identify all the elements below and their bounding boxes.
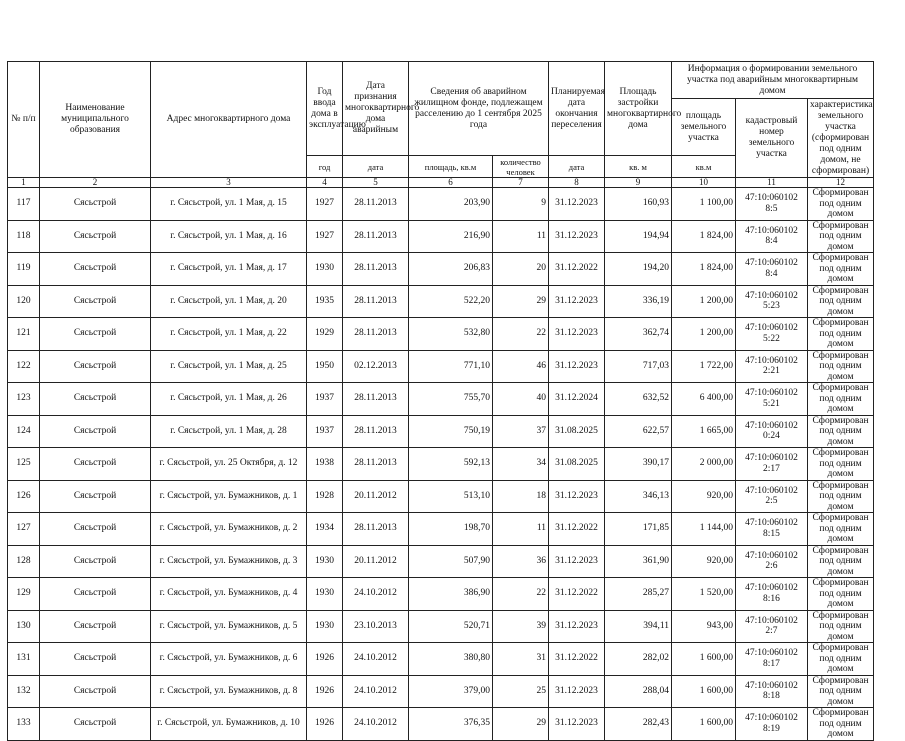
address-cell: г. Сясьстрой, ул. Бумажников, д. 1	[151, 480, 307, 513]
area-cell: 750,19	[409, 415, 493, 448]
col-number: 8	[549, 178, 605, 188]
header-year: Год ввода дома в эксплуатацию	[307, 62, 343, 156]
footprint-cell: 362,74	[605, 318, 672, 351]
planned-date-cell: 31.08.2025	[549, 415, 605, 448]
col-number: 9	[605, 178, 672, 188]
planned-date-cell: 31.12.2023	[549, 188, 605, 221]
table-row	[8, 513, 874, 546]
municipality-cell: Сясьстрой	[40, 188, 151, 221]
people-cell: 39	[493, 610, 549, 643]
table-row	[8, 545, 874, 578]
land-status-cell: Сформирован под одним домом	[808, 285, 874, 318]
table-row	[8, 643, 874, 676]
unit-plan-date: дата	[549, 156, 605, 178]
municipality-cell: Сясьстрой	[40, 610, 151, 643]
table-header	[8, 62, 874, 188]
table-row	[8, 578, 874, 611]
land-status-cell: Сформирован под одним домом	[808, 253, 874, 286]
planned-date-cell: 31.12.2022	[549, 253, 605, 286]
land-area-cell: 1 200,00	[672, 285, 736, 318]
address-cell: г. Сясьстрой, ул. Бумажников, д. 3	[151, 545, 307, 578]
header-cadastral: кадастровый номер земельного участка	[736, 99, 808, 178]
row-number: 131	[8, 643, 40, 676]
row-number: 128	[8, 545, 40, 578]
footprint-cell: 194,94	[605, 220, 672, 253]
address-cell: г. Сясьстрой, ул. 1 Мая, д. 28	[151, 415, 307, 448]
recognition-date-cell: 02.12.2013	[343, 350, 409, 383]
area-cell: 532,80	[409, 318, 493, 351]
planned-date-cell: 31.12.2023	[549, 480, 605, 513]
land-status-cell: Сформирован под одним домом	[808, 578, 874, 611]
land-status-cell: Сформирован под одним домом	[808, 675, 874, 708]
address-cell: г. Сясьстрой, ул. Бумажников, д. 6	[151, 643, 307, 676]
row-number: 133	[8, 708, 40, 741]
footprint-cell: 171,85	[605, 513, 672, 546]
row-number: 125	[8, 448, 40, 481]
municipality-cell: Сясьстрой	[40, 675, 151, 708]
address-cell: г. Сясьстрой, ул. 1 Мая, д. 22	[151, 318, 307, 351]
year-cell: 1927	[307, 188, 343, 221]
header-fund-info: Сведения об аварийном жилищном фонде, подлежащем расселению до 1 сентября 2025 года	[409, 62, 549, 156]
unit-area: площадь, кв.м	[409, 156, 493, 178]
recognition-date-cell: 24.10.2012	[343, 578, 409, 611]
recognition-date-cell: 28.11.2013	[343, 383, 409, 416]
people-cell: 29	[493, 285, 549, 318]
recognition-date-cell: 28.11.2013	[343, 188, 409, 221]
table-row	[8, 480, 874, 513]
unit-footprint: кв. м	[605, 156, 672, 178]
cadastral-number-cell: 47:10:060102 2:6	[736, 545, 808, 578]
land-status-cell: Сформирован под одним домом	[808, 383, 874, 416]
people-cell: 22	[493, 318, 549, 351]
people-cell: 37	[493, 415, 549, 448]
land-area-cell: 1 722,00	[672, 350, 736, 383]
address-cell: г. Сясьстрой, ул. 1 Мая, д. 20	[151, 285, 307, 318]
cadastral-number-cell: 47:10:060102 2:21	[736, 350, 808, 383]
municipality-cell: Сясьстрой	[40, 415, 151, 448]
year-cell: 1928	[307, 480, 343, 513]
area-cell: 592,13	[409, 448, 493, 481]
footprint-cell: 194,20	[605, 253, 672, 286]
recognition-date-cell: 28.11.2013	[343, 220, 409, 253]
municipality-cell: Сясьстрой	[40, 643, 151, 676]
footprint-cell: 394,11	[605, 610, 672, 643]
land-area-cell: 1 100,00	[672, 188, 736, 221]
planned-date-cell: 31.12.2023	[549, 318, 605, 351]
cadastral-number-cell: 47:10:060102 8:5	[736, 188, 808, 221]
header-land-info: Информация о формировании земельного участка под аварийным многоквартирным домом	[672, 62, 874, 99]
header-municipality: Наименование муниципального образования	[40, 62, 151, 178]
municipality-cell: Сясьстрой	[40, 253, 151, 286]
municipality-cell: Сясьстрой	[40, 318, 151, 351]
row-number: 126	[8, 480, 40, 513]
header-land-char: характеристика земельного участка (сформирован под одним домом, не сформирован)	[808, 99, 874, 178]
col-number: 6	[409, 178, 493, 188]
table-row	[8, 383, 874, 416]
address-cell: г. Сясьстрой, ул. 1 Мая, д. 17	[151, 253, 307, 286]
land-area-cell: 1 200,00	[672, 318, 736, 351]
land-area-cell: 2 000,00	[672, 448, 736, 481]
land-area-cell: 1 144,00	[672, 513, 736, 546]
land-status-cell: Сформирован под одним домом	[808, 480, 874, 513]
footprint-cell: 361,90	[605, 545, 672, 578]
cadastral-number-cell: 47:10:060102 0:24	[736, 415, 808, 448]
land-status-cell: Сформирован под одним домом	[808, 318, 874, 351]
planned-date-cell: 31.12.2023	[549, 675, 605, 708]
people-cell: 40	[493, 383, 549, 416]
people-cell: 36	[493, 545, 549, 578]
municipality-cell: Сясьстрой	[40, 578, 151, 611]
municipality-cell: Сясьстрой	[40, 448, 151, 481]
land-area-cell: 1 520,00	[672, 578, 736, 611]
area-cell: 203,90	[409, 188, 493, 221]
area-cell: 376,35	[409, 708, 493, 741]
address-cell: г. Сясьстрой, ул. 1 Мая, д. 16	[151, 220, 307, 253]
year-cell: 1926	[307, 643, 343, 676]
planned-date-cell: 31.12.2023	[549, 285, 605, 318]
recognition-date-cell: 24.10.2012	[343, 643, 409, 676]
land-status-cell: Сформирован под одним домом	[808, 448, 874, 481]
row-number: 124	[8, 415, 40, 448]
address-cell: г. Сясьстрой, ул. Бумажников, д. 8	[151, 675, 307, 708]
land-status-cell: Сформирован под одним домом	[808, 350, 874, 383]
municipality-cell: Сясьстрой	[40, 480, 151, 513]
emergency-housing-table	[7, 61, 874, 741]
cadastral-number-cell: 47:10:060102 8:4	[736, 220, 808, 253]
planned-date-cell: 31.12.2023	[549, 220, 605, 253]
municipality-cell: Сясьстрой	[40, 708, 151, 741]
planned-date-cell: 31.12.2022	[549, 643, 605, 676]
year-cell: 1927	[307, 220, 343, 253]
people-cell: 29	[493, 708, 549, 741]
year-cell: 1934	[307, 513, 343, 546]
cadastral-number-cell: 47:10:060102 8:17	[736, 643, 808, 676]
address-cell: г. Сясьстрой, ул. Бумажников, д. 4	[151, 578, 307, 611]
land-area-cell: 920,00	[672, 545, 736, 578]
area-cell: 379,00	[409, 675, 493, 708]
people-cell: 20	[493, 253, 549, 286]
cadastral-number-cell: 47:10:060102 8:16	[736, 578, 808, 611]
footprint-cell: 717,03	[605, 350, 672, 383]
table-row	[8, 448, 874, 481]
recognition-date-cell: 28.11.2013	[343, 513, 409, 546]
planned-date-cell: 31.12.2023	[549, 545, 605, 578]
planned-date-cell: 31.12.2023	[549, 610, 605, 643]
year-cell: 1935	[307, 285, 343, 318]
col-number: 2	[40, 178, 151, 188]
row-number: 119	[8, 253, 40, 286]
table-row	[8, 188, 874, 221]
year-cell: 1937	[307, 383, 343, 416]
header-land-area: площадь земельного участка	[672, 99, 736, 156]
cadastral-number-cell: 47:10:060102 5:23	[736, 285, 808, 318]
row-number: 122	[8, 350, 40, 383]
table-row	[8, 675, 874, 708]
footprint-cell: 160,93	[605, 188, 672, 221]
footprint-cell: 282,43	[605, 708, 672, 741]
col-number: 11	[736, 178, 808, 188]
land-area-cell: 1 600,00	[672, 643, 736, 676]
header-address: Адрес многоквартирного дома	[151, 62, 307, 178]
address-cell: г. Сясьстрой, ул. Бумажников, д. 2	[151, 513, 307, 546]
cadastral-number-cell: 47:10:060102 2:7	[736, 610, 808, 643]
year-cell: 1930	[307, 610, 343, 643]
col-number: 4	[307, 178, 343, 188]
people-cell: 22	[493, 578, 549, 611]
people-cell: 11	[493, 220, 549, 253]
year-cell: 1930	[307, 545, 343, 578]
recognition-date-cell: 24.10.2012	[343, 708, 409, 741]
footprint-cell: 632,52	[605, 383, 672, 416]
footprint-cell: 622,57	[605, 415, 672, 448]
year-cell: 1938	[307, 448, 343, 481]
row-number: 121	[8, 318, 40, 351]
area-cell: 520,71	[409, 610, 493, 643]
year-cell: 1937	[307, 415, 343, 448]
land-area-cell: 1 665,00	[672, 415, 736, 448]
recognition-date-cell: 28.11.2013	[343, 318, 409, 351]
table-row	[8, 415, 874, 448]
area-cell: 513,10	[409, 480, 493, 513]
municipality-cell: Сясьстрой	[40, 220, 151, 253]
table-row	[8, 253, 874, 286]
col-number: 12	[808, 178, 874, 188]
footprint-cell: 285,27	[605, 578, 672, 611]
table-row	[8, 318, 874, 351]
people-cell: 31	[493, 643, 549, 676]
year-cell: 1929	[307, 318, 343, 351]
unit-date: дата	[343, 156, 409, 178]
header-num: № п/п	[8, 62, 40, 178]
area-cell: 522,20	[409, 285, 493, 318]
footprint-cell: 346,13	[605, 480, 672, 513]
col-number: 3	[151, 178, 307, 188]
year-cell: 1930	[307, 253, 343, 286]
footprint-cell: 336,19	[605, 285, 672, 318]
address-cell: г. Сясьстрой, ул. 1 Мая, д. 15	[151, 188, 307, 221]
table-row	[8, 610, 874, 643]
cadastral-number-cell: 47:10:060102 8:4	[736, 253, 808, 286]
year-cell: 1950	[307, 350, 343, 383]
cadastral-number-cell: 47:10:060102 8:18	[736, 675, 808, 708]
area-cell: 380,80	[409, 643, 493, 676]
cadastral-number-cell: 47:10:060102 8:15	[736, 513, 808, 546]
table-body	[8, 188, 874, 741]
table-row	[8, 285, 874, 318]
people-cell: 18	[493, 480, 549, 513]
year-cell: 1930	[307, 578, 343, 611]
recognition-date-cell: 28.11.2013	[343, 415, 409, 448]
land-area-cell: 1 824,00	[672, 253, 736, 286]
cadastral-number-cell: 47:10:060102 2:17	[736, 448, 808, 481]
recognition-date-cell: 24.10.2012	[343, 675, 409, 708]
land-area-cell: 6 400,00	[672, 383, 736, 416]
land-status-cell: Сформирован под одним домом	[808, 610, 874, 643]
recognition-date-cell: 28.11.2013	[343, 448, 409, 481]
recognition-date-cell: 23.10.2013	[343, 610, 409, 643]
area-cell: 755,70	[409, 383, 493, 416]
recognition-date-cell: 20.11.2012	[343, 480, 409, 513]
municipality-cell: Сясьстрой	[40, 513, 151, 546]
footprint-cell: 282,02	[605, 643, 672, 676]
address-cell: г. Сясьстрой, ул. 1 Мая, д. 26	[151, 383, 307, 416]
land-status-cell: Сформирован под одним домом	[808, 513, 874, 546]
area-cell: 507,90	[409, 545, 493, 578]
municipality-cell: Сясьстрой	[40, 545, 151, 578]
people-cell: 11	[493, 513, 549, 546]
col-number: 1	[8, 178, 40, 188]
planned-date-cell: 31.12.2022	[549, 513, 605, 546]
row-number: 129	[8, 578, 40, 611]
land-area-cell: 943,00	[672, 610, 736, 643]
row-number: 127	[8, 513, 40, 546]
unit-land-area: кв.м	[672, 156, 736, 178]
land-area-cell: 1 600,00	[672, 708, 736, 741]
people-cell: 25	[493, 675, 549, 708]
planned-date-cell: 31.08.2025	[549, 448, 605, 481]
footprint-cell: 288,04	[605, 675, 672, 708]
cadastral-number-cell: 47:10:060102 5:21	[736, 383, 808, 416]
area-cell: 386,90	[409, 578, 493, 611]
area-cell: 206,83	[409, 253, 493, 286]
row-number: 123	[8, 383, 40, 416]
area-cell: 198,70	[409, 513, 493, 546]
header-footprint: Площадь застройки многоквартирного дома	[605, 62, 672, 156]
address-cell: г. Сясьстрой, ул. Бумажников, д. 5	[151, 610, 307, 643]
col-number: 5	[343, 178, 409, 188]
people-cell: 46	[493, 350, 549, 383]
planned-date-cell: 31.12.2024	[549, 383, 605, 416]
land-status-cell: Сформирован под одним домом	[808, 643, 874, 676]
table-row	[8, 220, 874, 253]
recognition-date-cell: 20.11.2012	[343, 545, 409, 578]
address-cell: г. Сясьстрой, ул. 1 Мая, д. 25	[151, 350, 307, 383]
land-status-cell: Сформирован под одним домом	[808, 708, 874, 741]
unit-people: количество человек	[493, 156, 549, 178]
footprint-cell: 390,17	[605, 448, 672, 481]
year-cell: 1926	[307, 708, 343, 741]
land-status-cell: Сформирован под одним домом	[808, 415, 874, 448]
cadastral-number-cell: 47:10:060102 2:5	[736, 480, 808, 513]
planned-date-cell: 31.12.2023	[549, 708, 605, 741]
land-area-cell: 1 824,00	[672, 220, 736, 253]
header-recognition-date: Дата признания многоквартирного дома аварийным	[343, 62, 409, 156]
planned-date-cell: 31.12.2022	[549, 578, 605, 611]
municipality-cell: Сясьстрой	[40, 285, 151, 318]
recognition-date-cell: 28.11.2013	[343, 285, 409, 318]
area-cell: 771,10	[409, 350, 493, 383]
year-cell: 1926	[307, 675, 343, 708]
municipality-cell: Сясьстрой	[40, 350, 151, 383]
recognition-date-cell: 28.11.2013	[343, 253, 409, 286]
table-row	[8, 350, 874, 383]
municipality-cell: Сясьстрой	[40, 383, 151, 416]
row-number: 118	[8, 220, 40, 253]
col-number: 7	[493, 178, 549, 188]
people-cell: 34	[493, 448, 549, 481]
unit-year: год	[307, 156, 343, 178]
cadastral-number-cell: 47:10:060102 5:22	[736, 318, 808, 351]
row-number: 132	[8, 675, 40, 708]
row-number: 120	[8, 285, 40, 318]
col-number: 10	[672, 178, 736, 188]
area-cell: 216,90	[409, 220, 493, 253]
header-planned-end: Планируемая дата окончания переселения	[549, 62, 605, 156]
cadastral-number-cell: 47:10:060102 8:19	[736, 708, 808, 741]
land-area-cell: 1 600,00	[672, 675, 736, 708]
column-number-row	[8, 178, 874, 188]
people-cell: 9	[493, 188, 549, 221]
land-status-cell: Сформирован под одним домом	[808, 220, 874, 253]
table-row	[8, 708, 874, 741]
planned-date-cell: 31.12.2023	[549, 350, 605, 383]
row-number: 130	[8, 610, 40, 643]
address-cell: г. Сясьстрой, ул. Бумажников, д. 10	[151, 708, 307, 741]
address-cell: г. Сясьстрой, ул. 25 Октября, д. 12	[151, 448, 307, 481]
housing-table-sheet	[7, 61, 874, 741]
land-status-cell: Сформирован под одним домом	[808, 545, 874, 578]
row-number: 117	[8, 188, 40, 221]
land-status-cell: Сформирован под одним домом	[808, 188, 874, 221]
land-area-cell: 920,00	[672, 480, 736, 513]
